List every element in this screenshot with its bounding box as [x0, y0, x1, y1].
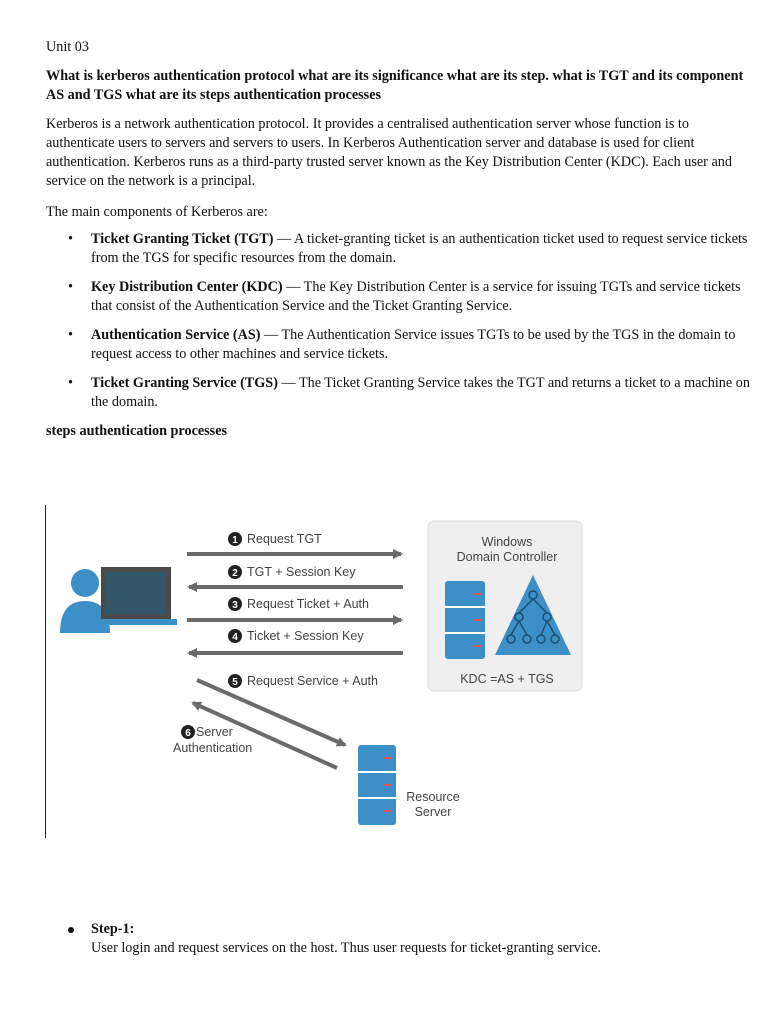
message-4	[228, 629, 364, 643]
message-label: Server	[196, 725, 233, 739]
bullet-icon	[68, 927, 74, 933]
resource-label-2: Server	[414, 805, 452, 819]
kerberos-diagram	[45, 505, 605, 840]
bullet-icon: •	[68, 327, 73, 343]
intro-paragraph: Kerberos is a network authentication protocol. It provides a centralised authentication server whose function is to authenticate users to servers and servers to users. In Kerberos Authentication server and database is used for client authentication. Kerberos runs as a third-party trusted server known as the Key Distribution Center (KDC). Each user and service on the network is a principal.	[46, 116, 732, 189]
server-auth-label: Authentication	[173, 741, 253, 755]
message-label: Request Service + Auth	[247, 674, 378, 688]
message-label: Ticket + Session Key	[247, 629, 364, 643]
step-title: Step-1:	[91, 921, 135, 937]
laptop-icon	[97, 567, 177, 625]
page-title: What is kerberos authentication protocol what are its significance what are its step. what is TGT and its component AS and TGS what are its steps authentication processes	[46, 68, 744, 103]
server-stack-icon	[445, 581, 485, 659]
message-number: 4	[232, 632, 238, 643]
component-desc: — A ticket-granting ticket is an authentication ticket used to request service tickets from the TGS for specific resources from the domain.	[91, 231, 748, 266]
resource-label-1: Resource	[406, 790, 460, 804]
components-heading: The main components of Kerberos are:	[46, 204, 268, 220]
document-body	[46, 38, 761, 441]
component-term: Key Distribution Center (KDC)	[91, 279, 283, 295]
step-text: User login and request services on the host. Thus user requests for ticket-granting service.	[91, 940, 601, 956]
steps-list	[46, 920, 761, 958]
component-desc: — The Ticket Granting Service takes the TGT and returns a ticket to a machine on the domain.	[91, 375, 750, 410]
steps-section	[46, 920, 761, 958]
dc-title-1: Windows	[481, 535, 533, 549]
kdc-label: KDC =AS + TGS	[460, 672, 554, 686]
list-item	[46, 326, 761, 364]
list-item	[46, 230, 761, 268]
message-number: 2	[232, 568, 238, 579]
message-number: 5	[232, 677, 238, 688]
domain-controller-box	[428, 521, 582, 691]
component-desc: — The Key Distribution Center is a service for issuing TGTs and service tickets that consist of the Authentication Service and the Ticket Granting Service.	[91, 279, 741, 314]
message-label: TGT + Session Key	[247, 565, 356, 579]
dc-title-2: Domain Controller	[456, 550, 558, 564]
message-number: 1	[232, 535, 238, 546]
list-item	[46, 920, 761, 958]
message-5	[228, 674, 378, 688]
message-number: 3	[232, 600, 238, 611]
component-desc: — The Authentication Service issues TGTs to be used by the TGS in the domain to request access to other machines and service tickets.	[91, 327, 736, 362]
component-term: Ticket Granting Service (TGS)	[91, 375, 278, 391]
message-label: Request TGT	[247, 532, 322, 546]
bullet-icon: •	[68, 279, 73, 295]
message-6	[173, 725, 252, 755]
bullet-icon: •	[68, 231, 73, 247]
message-number: 6	[185, 728, 191, 739]
unit-label: Unit 03	[46, 39, 89, 55]
bullet-icon: •	[68, 375, 73, 391]
component-term: Ticket Granting Ticket (TGT)	[91, 231, 274, 247]
message-label: Request Ticket + Auth	[247, 597, 369, 611]
list-item	[46, 278, 761, 316]
message-1	[228, 532, 322, 546]
components-list	[46, 230, 761, 412]
message-2	[228, 565, 356, 579]
list-item	[46, 374, 761, 412]
steps-heading: steps authentication processes	[46, 423, 228, 439]
component-term: Authentication Service (AS)	[91, 327, 261, 343]
message-3	[228, 597, 369, 611]
resource-server-icon	[358, 745, 396, 825]
diagram-svg	[45, 505, 605, 840]
